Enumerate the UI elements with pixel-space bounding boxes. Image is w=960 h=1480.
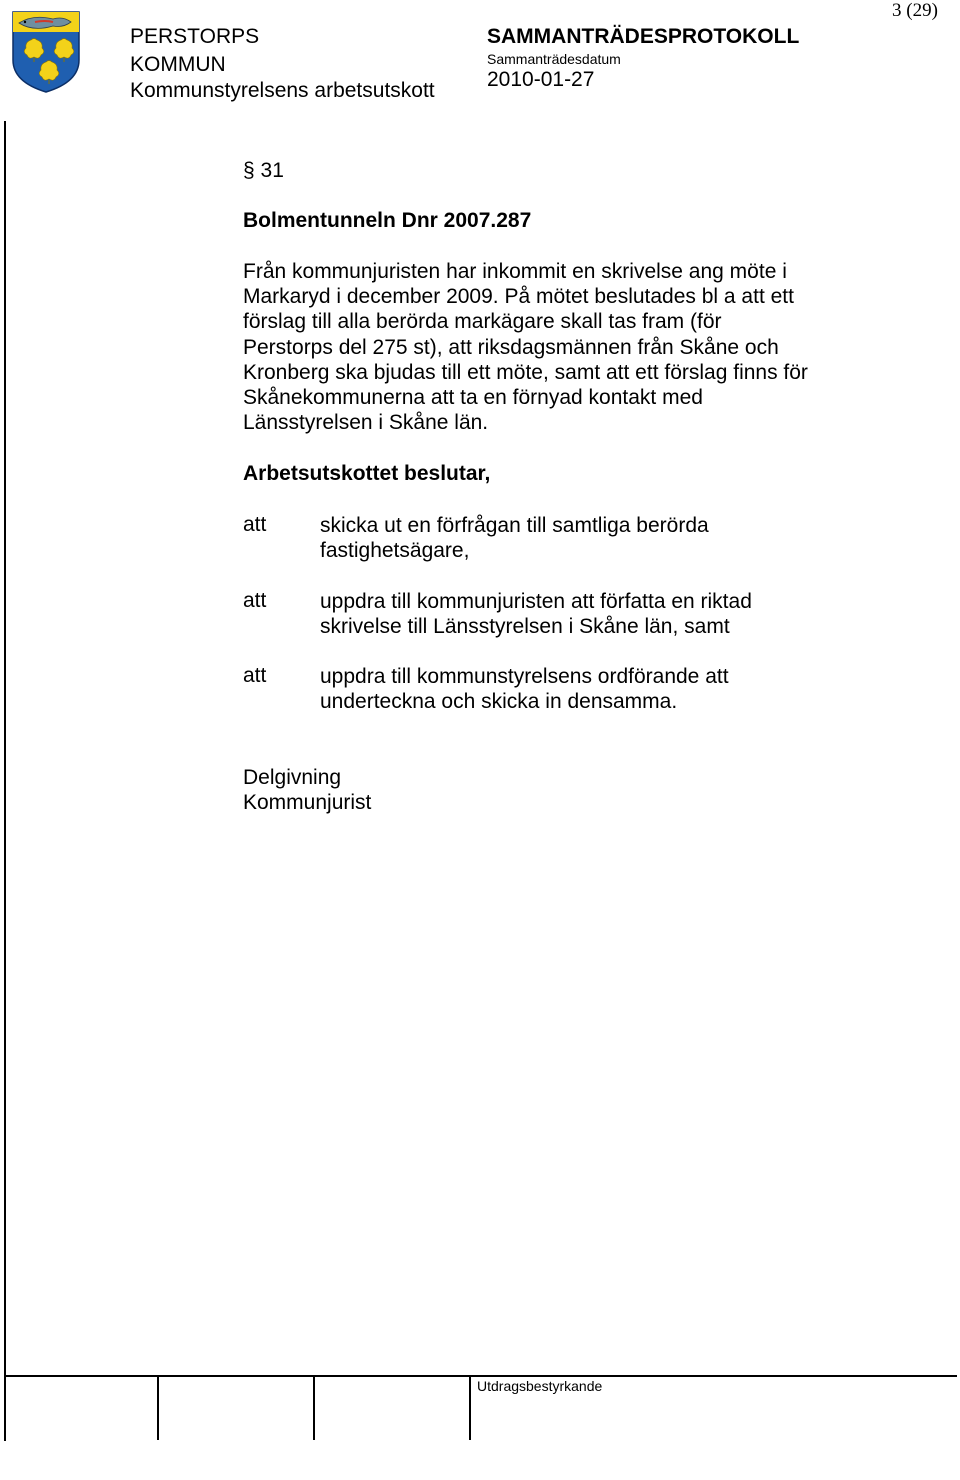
decision-heading: Arbetsutskottet beslutar, <box>243 462 491 485</box>
section-heading: Bolmentunneln Dnr 2007.287 <box>243 209 532 232</box>
page-number: 3 (29) <box>892 0 938 21</box>
municipal-crest-icon <box>11 10 81 94</box>
meeting-date-label: Sammanträdesdatum <box>487 51 621 67</box>
decision-item-text <box>320 664 729 714</box>
distribution-list <box>243 765 371 815</box>
paragraph-line: förslag till alla berörda markägare skall tas fram (för <box>243 310 722 334</box>
footer-rule <box>4 1375 957 1377</box>
paragraph-line: Länsstyrelsen i Skåne län. <box>243 411 489 435</box>
section-number: § 31 <box>243 159 284 182</box>
footer-cell-divider <box>313 1375 315 1440</box>
meeting-date: 2010-01-27 <box>487 68 595 91</box>
org-name-line2: KOMMUN <box>130 53 226 76</box>
decision-item-line: skrivelse till Länsstyrelsen i Skåne län, samt <box>320 615 730 639</box>
decision-item-line: uppdra till kommunstyrelsens ordförande att <box>320 665 729 688</box>
distribution-line: Delgivning <box>243 766 342 789</box>
document-title: SAMMANTRÄDESPROTOKOLL <box>487 25 800 48</box>
decision-item-line: fastighetsägare, <box>320 539 470 563</box>
decision-item-marker: att <box>243 589 267 612</box>
paragraph-line: Perstorps del 275 st), att riksdagsmännen från Skåne och <box>243 335 779 359</box>
decision-item-text <box>320 513 709 563</box>
org-committee: Kommunstyrelsens arbetsutskott <box>130 79 435 102</box>
section-paragraph <box>243 259 883 435</box>
paragraph-line: Skånekommunerna att ta en förnyad kontakt med <box>243 386 703 410</box>
certification-label: Utdragsbestyrkande <box>477 1378 603 1394</box>
paragraph-line: Markaryd i december 2009. På mötet beslutades bl a att ett <box>243 285 794 309</box>
decision-item-line: underteckna och skicka in densamma. <box>320 690 678 714</box>
decision-item-marker: att <box>243 513 267 536</box>
decision-item-marker: att <box>243 664 267 687</box>
distribution-recipient: Kommunjurist <box>243 791 372 815</box>
left-margin-rule <box>4 121 6 1441</box>
decision-item-line: skicka ut en förfrågan till samtliga berörda <box>320 514 709 537</box>
decision-item-line: uppdra till kommunjuristen att författa en riktad <box>320 590 752 613</box>
decision-item-text <box>320 589 752 639</box>
org-name-line1: PERSTORPS <box>130 25 260 48</box>
paragraph-line: Kronberg ska bjudas till ett möte, samt att ett förslag finns för <box>243 360 808 384</box>
footer-cell-divider <box>469 1375 471 1440</box>
paragraph-line: Från kommunjuristen har inkommit en skrivelse ang möte i <box>243 260 787 283</box>
footer-cell-divider <box>157 1375 159 1440</box>
